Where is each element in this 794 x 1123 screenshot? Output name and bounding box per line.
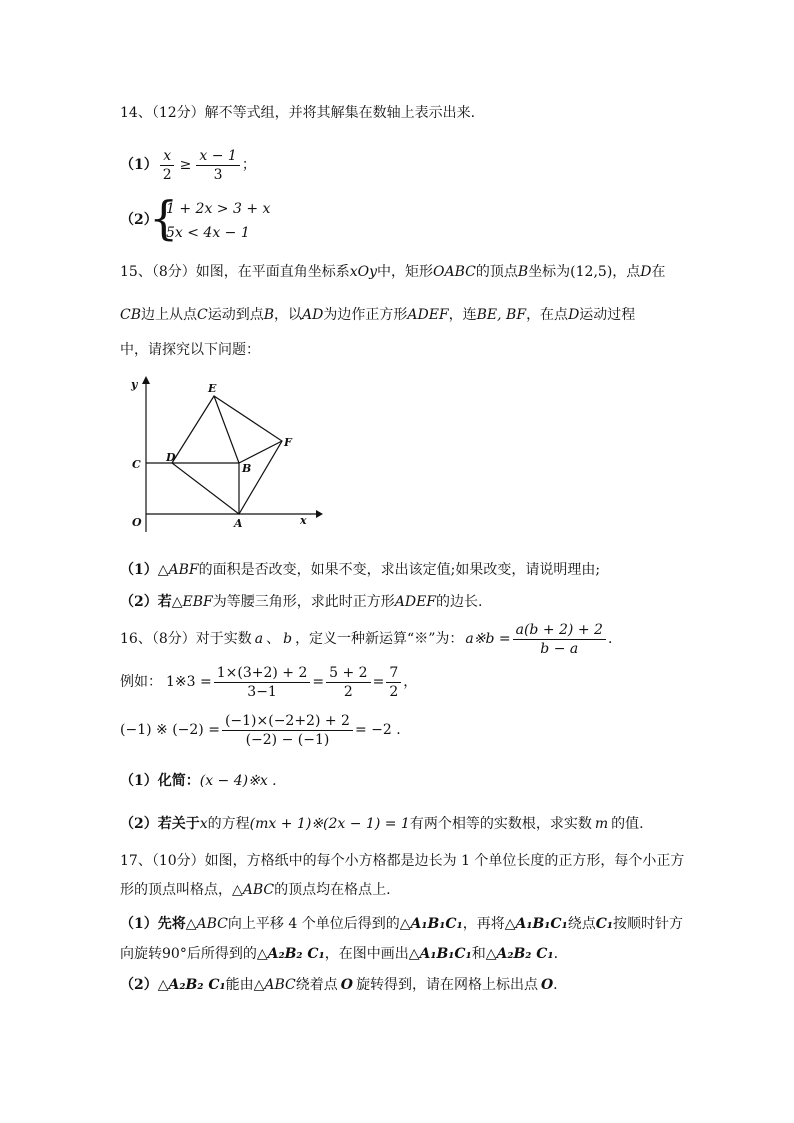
label-O: O: [132, 516, 142, 529]
q14-part1: （1） $\frac{x}{2}$ ≥ $\frac{x - 1}{3}$ ；: [120, 147, 256, 183]
q17-part1-line1: （1）先将△ABC向上平移 4 个单位后得到的△A₁B₁C₁，再将△A₁B₁C₁绕点C₁按顺时针方: [120, 916, 683, 932]
label-B: B: [242, 462, 252, 475]
q14-part2-label: （2）: [120, 212, 158, 228]
q17-line2: 形的顶点叫格点，△ABC的顶点均在格点上.: [120, 882, 391, 898]
segment-BE: [214, 396, 239, 463]
label-y: y: [131, 378, 138, 391]
q15-figure: [126, 372, 326, 537]
square-ADEF: [172, 396, 282, 514]
q15-line1: 15、（8分）如图，在平面直角坐标系xOy中，矩形OABC的顶点B坐标为(12,5)，点D在: [120, 264, 666, 280]
q14-p2-ineq2: 5x < 4x − 1: [166, 225, 250, 241]
q16-ex2-fraction: $\frac{(-1)\times(-2+2) + 2}{(-2) - (-1)}$: [222, 712, 353, 749]
q16-part2: （2）若关于x的方程(mx + 1)※(2x − 1) = 1有两个相等的实数根，求实数 m 的值.: [120, 816, 644, 832]
q15-part1: （1）△ABF的面积是否改变，如果不变，求出该定值;如果改变，请说明理由;: [120, 562, 601, 578]
q15-line2: CB边上从点C运动到点B，以AD为边作正方形ADEF，连BE, BF，在点D运动过程: [120, 307, 636, 323]
q14-p1-lhs-fraction: $\frac{x}{2}$: [160, 147, 175, 184]
label-F: F: [284, 436, 292, 449]
label-E: E: [208, 382, 217, 395]
q16-example1: 例如： 1※3 = $\frac{1\times(3+2) + 2}{3-1}$ = $\frac{5 + 2}{2}$ = $\frac{7}{2}$ ，: [120, 664, 418, 700]
q16-ex1-fraction2: $\frac{5 + 2}{2}$: [326, 664, 370, 701]
q16-line1: 16、（8分）对于实数 a 、 b ，定义一种新运算“※”为： a※b = $\frac{a(b + 2) + 2}{b - a}$ .: [120, 621, 613, 657]
q16-ex1-fraction1: $\frac{1\times(3+2) + 2}{3-1}$: [214, 664, 311, 701]
q17-part2: （2）△A₂B₂ C₁能由△ABC绕着点 O 旋转得到，请在网格上标出点 O.: [120, 977, 558, 993]
label-C: C: [132, 458, 141, 471]
q16-ex1-fraction3: $\frac{7}{2}$: [386, 664, 401, 701]
system-brace: {: [149, 191, 179, 245]
q17-line1: 17、（10分）如图，方格纸中的每个小方格都是边长为 1 个单位长度的正方形，每个小正方: [120, 853, 685, 869]
x-axis-arrow: [316, 510, 323, 518]
q15-line3: 中，请探究以下问题：: [120, 342, 260, 358]
label-A: A: [234, 517, 243, 530]
q16-part1: （1）化简：(x − 4)※x .: [120, 773, 277, 789]
y-axis-arrow: [142, 376, 150, 384]
q14-p1-rhs-fraction: $\frac{x - 1}{3}$: [196, 147, 239, 184]
q16-example2: (−1) ※ (−2) = $\frac{(-1)\times(-2+2) + 2}{(-2) - (-1)}$ = −2 .: [120, 712, 401, 748]
q14-stem: 14、（12分）解不等式组，并将其解集在数轴上表示出来.: [120, 105, 476, 121]
label-x: x: [300, 514, 307, 527]
q15-part2: （2）若△EBF为等腰三角形，求此时正方形ADEF的边长.: [120, 594, 483, 610]
q14-p2-ineq1: 1 + 2x > 3 + x: [166, 201, 271, 217]
label-D: D: [166, 451, 176, 464]
q16-definition-fraction: $\frac{a(b + 2) + 2}{b - a}$: [513, 621, 606, 658]
q17-part1-line2: 向旋转90°后所得到的△A₂B₂ C₁，在图中画出△A₁B₁C₁和△A₂B₂ C₁.: [120, 946, 559, 962]
